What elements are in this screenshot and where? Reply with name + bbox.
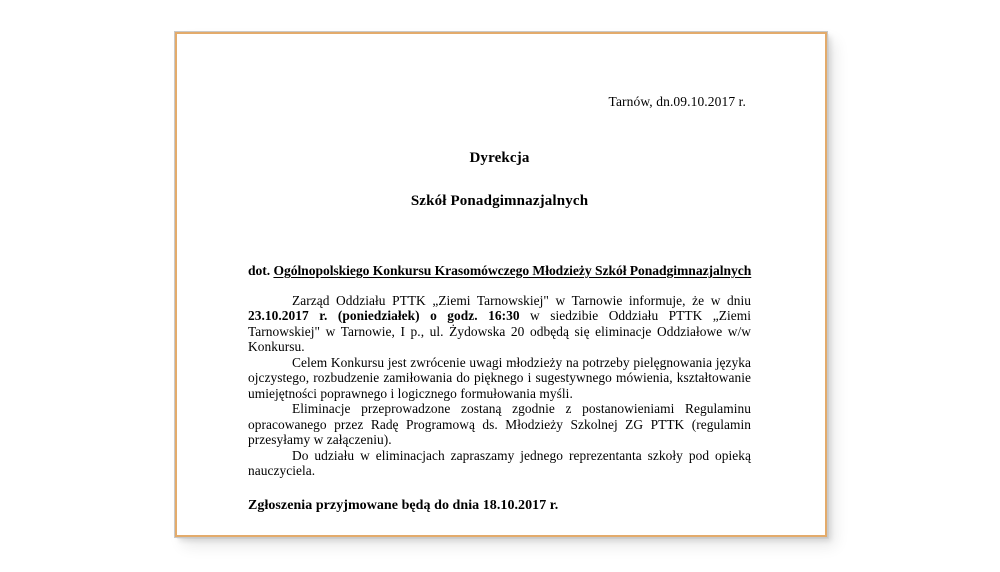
date-line: Tarnów, dn.09.10.2017 r. — [608, 94, 746, 109]
paragraph-1-part-1: Zarząd Oddziału PTTK „Ziemi Tarnowskiej" w Tarnowie informuje, że w dniu — [292, 292, 751, 308]
addressee-line-2: Szkół Ponadgimnazjalnych — [410, 193, 589, 210]
subject-line — [248, 262, 751, 280]
paragraph-1-bold-date: 23.10.2017 r. (poniedziałek) o godz. 16:30 — [248, 308, 520, 324]
addressee-line-1: Dyrekcja — [469, 149, 530, 166]
paragraph-3: Eliminacje przeprowadzone zostaną zgodnie z postanowieniami Regulaminu opracowanego przez Radę Programową ds. Młodzieży Szkolnej ZG PTTK (regulamin przesyłamy w załączeniu). — [248, 401, 751, 448]
paragraph-4: Do udziału w eliminacjach zapraszamy jednego reprezentanta szkoły pod opieką nauczyciela. — [248, 447, 751, 479]
paragraph-1 — [248, 293, 751, 355]
subject-prefix: dot. — [248, 262, 274, 278]
closing-line: Zgłoszenia przyjmowane będą do dnia 18.10.2017 r. — [248, 497, 559, 513]
document-content — [248, 62, 751, 515]
paragraph-2: Celem Konkursu jest zwrócenie uwagi młodzieży na potrzeby pielęgnowania języka ojczystego, rozbudzenie zamiłowania do pięknego i sugestywnego mówienia, kształtowanie umiejętności poprawnego i logicznego formułowania myśli. — [248, 354, 751, 401]
subject-text: Ogólnopolskiego Konkursu Krasomówczego Młodzieży Szkół Ponadgimnazjalnych — [273, 262, 752, 278]
document-sheet — [175, 32, 827, 537]
paragraph-1-part-2: w siedzibie Oddziału PTTK „Ziemi Tarnowskiej" w Tarnowie, I p., ul. Żydowska 20 odbędą się eliminacje Oddziałowe w/w Konkursu. — [248, 308, 752, 355]
